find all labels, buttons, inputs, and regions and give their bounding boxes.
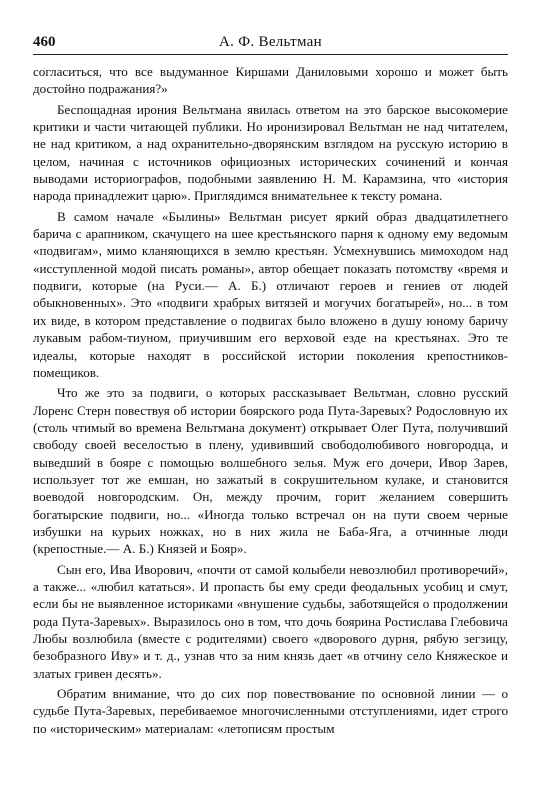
page-header — [33, 32, 508, 55]
paragraph-5: Сын его, Ива Иворович, «почти от самой колыбели невозлюбил противоречий», а также... «любил кататься». И пропасть бы ему среди феодальных усобиц и смут, если бы не выявленное историками «внушение судьбы, заботящейся о продолжении рода Пута-Заревых». Выразилось оно в том, что дочь боярина Ростислава Глебовича Любы возлюбила (вместе с родителями) своего «дворового дурня, рябую зегзицу, безобразного Иву» и т. д., узнав что за ним князь дает «в отчину село Княжеское и златых гривен десять». — [33, 561, 508, 681]
page-number: 460 — [33, 34, 56, 50]
paragraph-6: Обратим внимание, что до сих пор повествование по основной линии — о судьбе Пута-Заревых, перебиваемое многочисленными отступлениями, идет строго по «историческим» материалам: «летописям простым — [33, 686, 508, 736]
paragraph-4: Что же это за подвиги, о которых рассказывает Вельтман, словно русский Лоренс Стерн повествуя об истории боярского рода Пута-Заревых? Родословную их (столь чтимый во времена Вельтмана документ) открывает Олег Пута, получивший свободу своей веселостью в плену, удививший свободолюбивого новгородца, и выведший в бояре с помощью волшебного зелья. Муж его дочери, Ивор Зарев, использует тот же емшан, но зажатый в сокрушительном кулаке, и становится воеводой новгородским. Он, между прочим, горит желанием совершить богатырские подвиги, но... «Иногда только встречал он на пути своем черные избушки на курьих ножках, но в них жила не Баба-Яга, а отчинные люди (крепостные.— А. Б.) Князей и Бояр». — [33, 385, 508, 557]
book-page — [33, 32, 508, 782]
body-text — [33, 63, 508, 737]
paragraph-2: Беспощадная ирония Вельтмана явилась ответом на это барское высокомерие критики и части читающей публики. Но иронизировал Вельтман не над читателем, не над критиком, а над охранительно-дворянским взглядом на русскую историю в целом, начиная с источников официозных исторических сочинений и кончая выводами историографов, подобными заявлению Н. М. Карамзина, что «история народа принадлежит царю». Приглядимся внимательнее к тексту романа. — [33, 101, 508, 204]
paragraph-3: В самом начале «Былины» Вельтман рисует яркий образ двадцатилетнего барича с арапником, скачущего на шее крестьянского парня к одному ему ведомым «подвигам», мимо кланяющихся в землю крестьян. Усмехнувшись мимоходом над «исступленной модой писать романы», автор обещает показать потомству «время и подвиги, которые (на Руси.— А. Б.) отличают героев и гениев от людей обыкновенных». Это «подвиги храбрых витязей и могучих богатырей», но... в том их виде, в котором представление о подвигах было вложено в душу юному баричу лукавым рабом-тиуном, приучившим его верховой езде на крестьянах. Это те идеалы, которые находят в российской истории поколения крепостников-помещиков. — [33, 208, 508, 380]
running-head: А. Ф. Вельтман — [219, 34, 322, 50]
paragraph-1: согласиться, что все выдуманное Киршами Даниловыми хорошо и может быть достойно подражания?» — [33, 64, 508, 97]
